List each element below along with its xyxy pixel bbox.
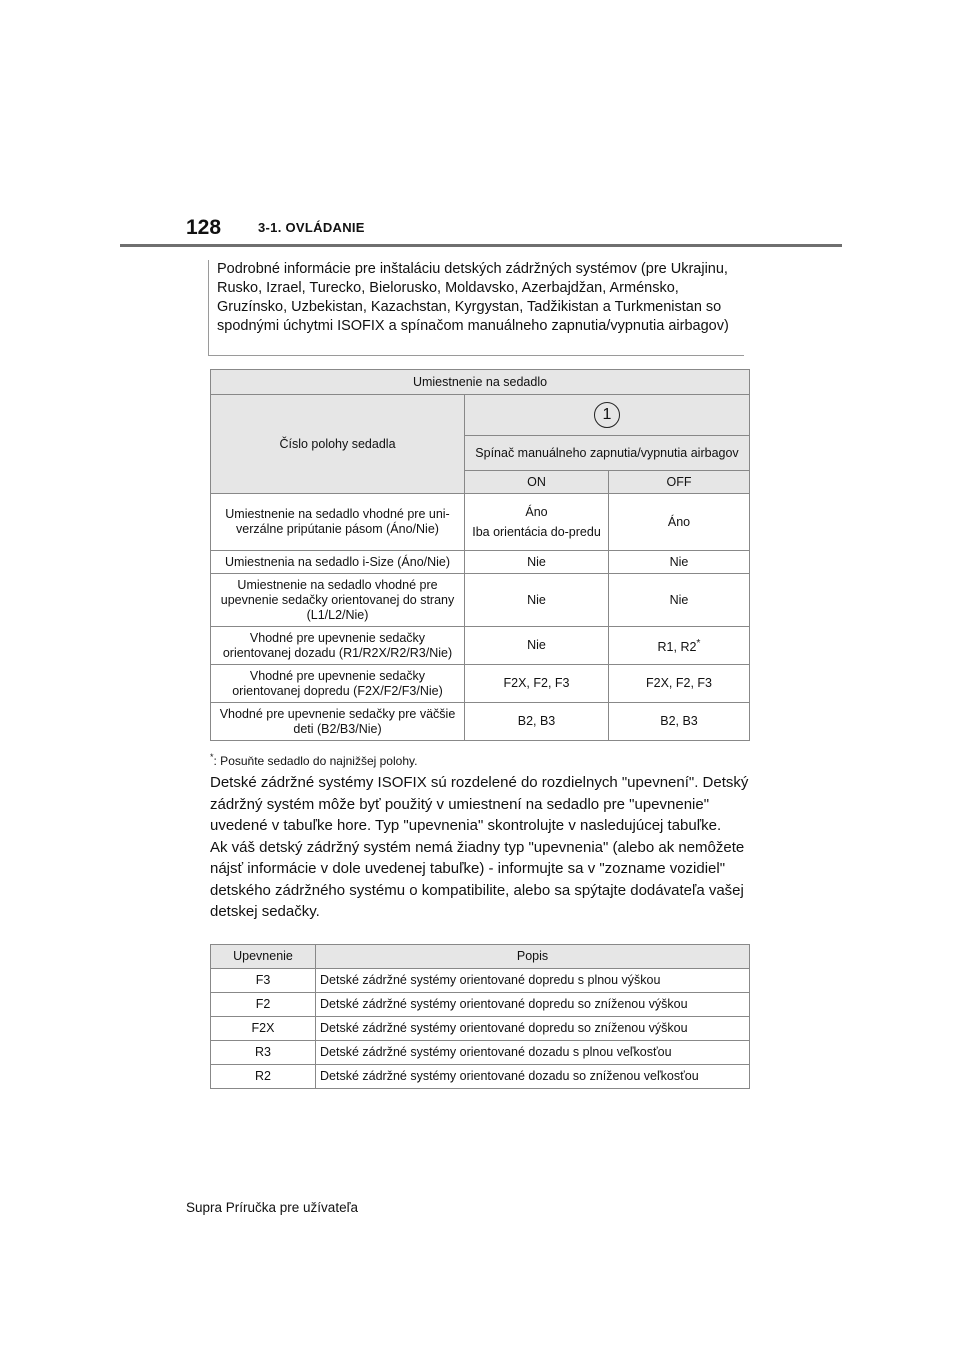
cell-on-note: Iba orientácia do-predu: [472, 524, 601, 539]
cell-on: Nie: [465, 574, 609, 627]
table-row: [211, 574, 750, 627]
footnote-mark: *: [210, 752, 214, 762]
fixture-code: R2: [211, 1065, 316, 1089]
fixture-code: R3: [211, 1041, 316, 1065]
body-text: [210, 772, 750, 923]
header-divider: [120, 244, 842, 247]
table-row: [211, 494, 750, 551]
table-row: [211, 395, 750, 436]
footnote-mark: *: [696, 637, 701, 649]
table-row: [211, 1065, 750, 1089]
fixture-code: F2X: [211, 1017, 316, 1041]
fixture-description: Detské zádržné systémy orientované dozadu s plnou veľkosťou: [316, 1041, 750, 1065]
cell-on: B2, B3: [465, 703, 609, 741]
seat-position-number: [465, 395, 750, 436]
table-row: [211, 665, 750, 703]
footer-title: Supra Príručka pre užívateľa: [186, 1200, 359, 1215]
cell-off-value: R1, R2: [657, 640, 697, 655]
cell-on-value: Áno: [525, 504, 548, 519]
table-row: [211, 1017, 750, 1041]
seat-position-label: Číslo polohy sedadla: [211, 395, 465, 494]
table-row: [211, 1041, 750, 1065]
fixture-description: Detské zádržné systémy orientované dopredu so zníženou výškou: [316, 1017, 750, 1041]
page-number: 128: [186, 216, 222, 239]
switch-on-header: ON: [465, 471, 609, 494]
row-label: Umiestnenie na sedadlo vhodné pre upevnenie sedačky orientovanej do strany (L1/L2/Nie): [211, 574, 465, 627]
table-row: [211, 945, 750, 969]
cell-on: F2X, F2, F3: [465, 665, 609, 703]
position-number-badge: 1: [594, 402, 620, 428]
section-title: 3-1. OVLÁDANIE: [258, 220, 365, 235]
cell-off: F2X, F2, F3: [609, 665, 750, 703]
table-row: [211, 627, 750, 665]
fixture-description: Detské zádržné systémy orientované dozadu so zníženou veľkosťou: [316, 1065, 750, 1089]
column-header: Upevnenie: [211, 945, 316, 969]
paragraph: Ak váš detský zádržný systém nemá žiadny typ "upevnenia" (alebo ak nemôžete nájsť informácie v dole uvedenej tabuľke) - informujte sa v "zozname vozidiel" detského zádržného systému o kompatibilite, alebo sa spýtajte dodávateľa vašej detskej sedačky.: [210, 838, 745, 920]
cell-off: [609, 627, 750, 665]
fixture-code: F3: [211, 969, 316, 993]
fixture-table: [210, 944, 750, 1089]
paragraph: Detské zádržné systémy ISOFIX sú rozdelené do rozdielnych "upevnení". Detský zádržný systém môže byť použitý v umiestnení na sedadlo pre "upevnenie" uvedené v tabuľke hore. Typ "upevnenia" skontrolujte v nasledujúcej tabuľke.: [210, 774, 749, 834]
fixture-code: F2: [211, 993, 316, 1017]
airbag-switch-label: Spínač manuálneho zapnutia/vypnutia airbagov: [465, 436, 750, 471]
seat-position-table: [210, 369, 750, 741]
cell-off: Nie: [609, 551, 750, 574]
fixture-description: Detské zádržné systémy orientované dopredu s plnou výškou: [316, 969, 750, 993]
fixture-description: Detské zádržné systémy orientované dopredu so zníženou výškou: [316, 993, 750, 1017]
switch-off-header: OFF: [609, 471, 750, 494]
row-label: Umiestnenie na sedadlo vhodné pre uni-verzálne pripútanie pásom (Áno/Nie): [211, 494, 465, 551]
cell-on: Nie: [465, 551, 609, 574]
row-label: Vhodné pre upevnenie sedačky pre väčšie deti (B2/B3/Nie): [211, 703, 465, 741]
footnote-text: : Posuňte sedadlo do najnižšej polohy.: [213, 754, 418, 768]
table-row: [211, 370, 750, 395]
info-box: Podrobné informácie pre inštaláciu detských zádržných systémov (pre Ukrajinu, Rusko, Izrael, Turecko, Bielorusko, Moldavsko, Azerbajdžan, Arménsko, Gruzínsko, Uzbekistan, Kazachstan, Kyrgystan, Tadžikistan a Turkmenistan so spodnými úchytmi ISOFIX a spínačom manuálneho zapnutia/vypnutia airbagov): [208, 260, 744, 356]
cell-off: Áno: [609, 494, 750, 551]
table-row: [211, 551, 750, 574]
cell-on: Nie: [465, 627, 609, 665]
table-title: Umiestnenie na sedadlo: [211, 370, 750, 395]
row-label: Vhodné pre upevnenie sedačky orientovanej dozadu (R1/R2X/R2/R3/Nie): [211, 627, 465, 665]
row-label: Umiestnenia na sedadlo i-Size (Áno/Nie): [211, 551, 465, 574]
cell-on: [465, 494, 609, 551]
row-label: Vhodné pre upevnenie sedačky orientovanej dopredu (F2X/F2/F3/Nie): [211, 665, 465, 703]
table-row: [211, 993, 750, 1017]
footnote: [210, 752, 417, 768]
cell-off: Nie: [609, 574, 750, 627]
table-row: [211, 703, 750, 741]
table-row: [211, 969, 750, 993]
cell-off: B2, B3: [609, 703, 750, 741]
column-header: Popis: [316, 945, 750, 969]
